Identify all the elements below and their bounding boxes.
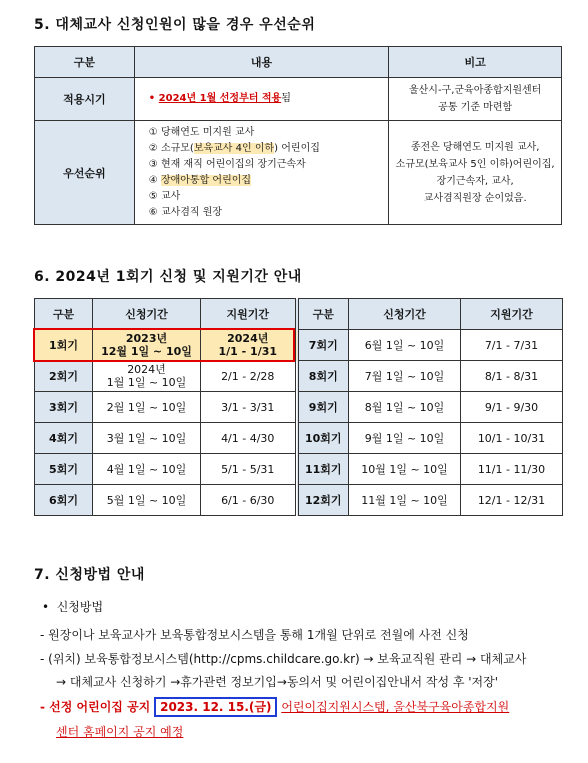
highlight-box-first-round <box>33 328 295 362</box>
table-row: 1회기 2023년 12월 1일 ~ 10일 2024년 1/1 - 1/31 7회기 6월 1일 ~ 10일 7/1 - 7/31 <box>35 330 563 361</box>
table-row: 3회기 2월 1일 ~ 10일 3/1 - 3/31 9회기 8월 1일 ~ 10일 9/1 - 9/30 <box>35 392 563 423</box>
notice-line-cont: 센터 홈페이지 공지 예정 <box>56 725 184 739</box>
row-apply-period-note: 울산시-구,군육아종합지원센터 공통 기준 마련함 <box>389 78 562 121</box>
priority-table <box>34 46 562 225</box>
priority-item: ④ 장애아통합 어린이집 <box>148 174 252 186</box>
header-category: 구분 <box>35 299 93 330</box>
priority-item: ⑥ 교사겸직 원장 <box>148 206 223 218</box>
bullet-apply-method: • 신청방법 <box>42 600 104 614</box>
row-priority-label: 우선순위 <box>35 121 135 225</box>
table-row: 4회기 3월 1일 ~ 10일 4/1 - 4/30 10회기 9월 1일 ~ 10일 10/1 - 10/31 <box>35 423 563 454</box>
table-row: 5회기 4월 1일 ~ 10일 5/1 - 5/31 11회기 10월 1일 ~ 10일 11/1 - 11/30 <box>35 454 563 485</box>
method-line: - 원장이나 보육교사가 보육통합정보시스템을 통해 1개월 단위로 전월에 사전 신청 <box>40 628 469 642</box>
section5-title: 5. 대체교사 신청인원이 많을 경우 우선순위 <box>34 17 316 33</box>
header-category: 구분 <box>35 47 135 78</box>
section7-title: 7. 신청방법 안내 <box>34 567 145 583</box>
row-apply-period-label: 적용시기 <box>35 78 135 121</box>
header-content: 내용 <box>134 47 389 78</box>
priority-item: ① 당해연도 미지원 교사 <box>148 126 255 138</box>
header-note: 비고 <box>389 47 562 78</box>
priority-item: ② 소규모(보육교사 4인 이하) 어린이집 <box>148 142 320 154</box>
method-line: - (위치) 보육통합정보시스템(http://cpms.childcare.go.kr) → 보육교직원 관리 → 대체교사 <box>40 652 527 666</box>
notice-date: 2023. 12. 15.(금) <box>154 697 277 717</box>
table-row: 6회기 5월 1일 ~ 10일 6/1 - 6/30 12회기 11월 1일 ~ 10일 12/1 - 12/31 <box>35 485 563 516</box>
header-category: 구분 <box>297 299 349 330</box>
priority-list <box>134 121 389 225</box>
priority-item: ③ 현재 재직 어린이집의 장기근속자 <box>148 158 306 170</box>
header-support-period: 지원기간 <box>461 299 563 330</box>
priority-item: ⑤ 교사 <box>148 190 181 202</box>
header-apply-period: 신청기간 <box>93 299 201 330</box>
row-priority-note: 종전은 당해연도 미지원 교사, 소규모(보육교사 5인 이하)어린이집, 장기근속자, 교사, 교사겸직원장 순이었음. <box>389 121 562 225</box>
row-apply-period-content: • 2024년 1월 선정부터 적용됨 <box>134 78 389 121</box>
table-row: 2회기 2024년 1월 1일 ~ 10일 2/1 - 2/28 8회기 7월 1일 ~ 10일 8/1 - 8/31 <box>35 361 563 392</box>
header-support-period: 지원기간 <box>201 299 297 330</box>
header-apply-period: 신청기간 <box>349 299 461 330</box>
method-line: → 대체교사 신청하기 →휴가관련 정보기입→동의서 및 어린이집안내서 작성 후 '저장' <box>56 675 499 689</box>
section6-title: 6. 2024년 1회기 신청 및 지원기간 안내 <box>34 269 302 285</box>
notice-line: - 선정 어린이집 공지 2023. 12. 15.(금) 어린이집지원시스템, 울산북구육아종합지원 <box>40 698 509 715</box>
